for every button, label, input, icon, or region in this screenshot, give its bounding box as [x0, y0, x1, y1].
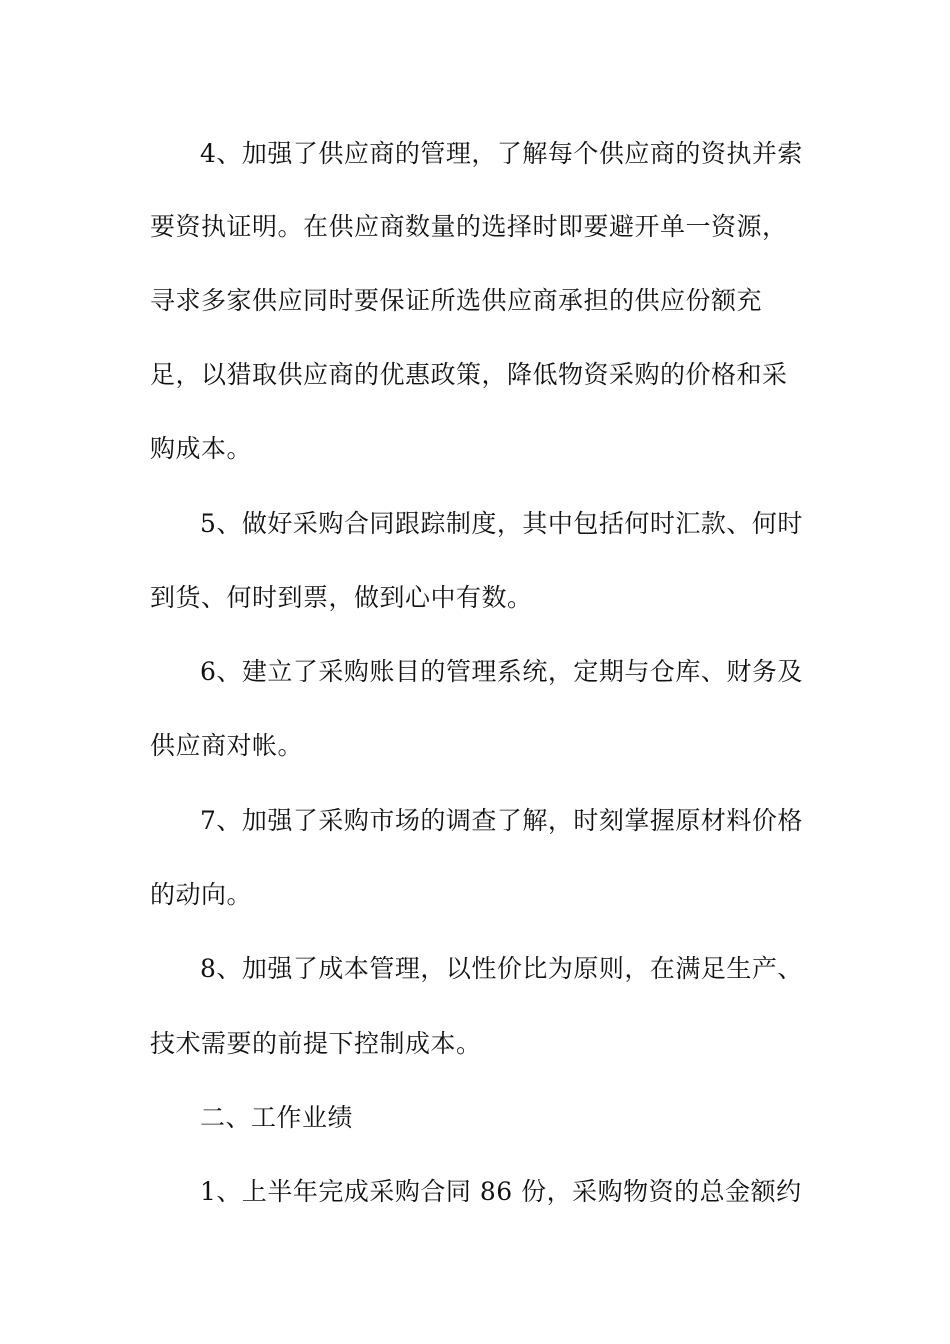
text-line: 6、建立了采购账目的管理系统，定期与仓库、财务及	[200, 657, 803, 686]
text-line: 足，以猎取供应商的优惠政策，降低物资采购的价格和采	[150, 360, 788, 389]
text-line: 购成本。	[150, 434, 253, 463]
text-line: 5、做好采购合同跟踪制度，其中包括何时汇款、何时	[200, 509, 803, 538]
text-line: 4、加强了供应商的管理，了解每个供应商的资执并索	[200, 139, 803, 168]
text-line: 7、加强了采购市场的调查了解，时刻掌握原材料价格	[200, 806, 803, 835]
text-line: 要资执证明。在供应商数量的选择时即要避开单一资源，	[150, 212, 788, 241]
text-line: 的动向。	[150, 880, 253, 909]
section-heading: 二、工作业绩	[200, 1103, 354, 1132]
text-line: 供应商对帐。	[150, 731, 304, 760]
text-line: 1、上半年完成采购合同 86 份，采购物资的总金额约	[200, 1177, 802, 1206]
text-line: 到货、何时到票，做到心中有数。	[150, 583, 533, 612]
text-line: 寻求多家供应同时要保证所选供应商承担的供应份额充	[150, 286, 763, 315]
text-line: 8、加强了成本管理，以性价比为原则，在满足生产、	[200, 954, 803, 983]
text-line: 技术需要的前提下控制成本。	[150, 1029, 482, 1058]
